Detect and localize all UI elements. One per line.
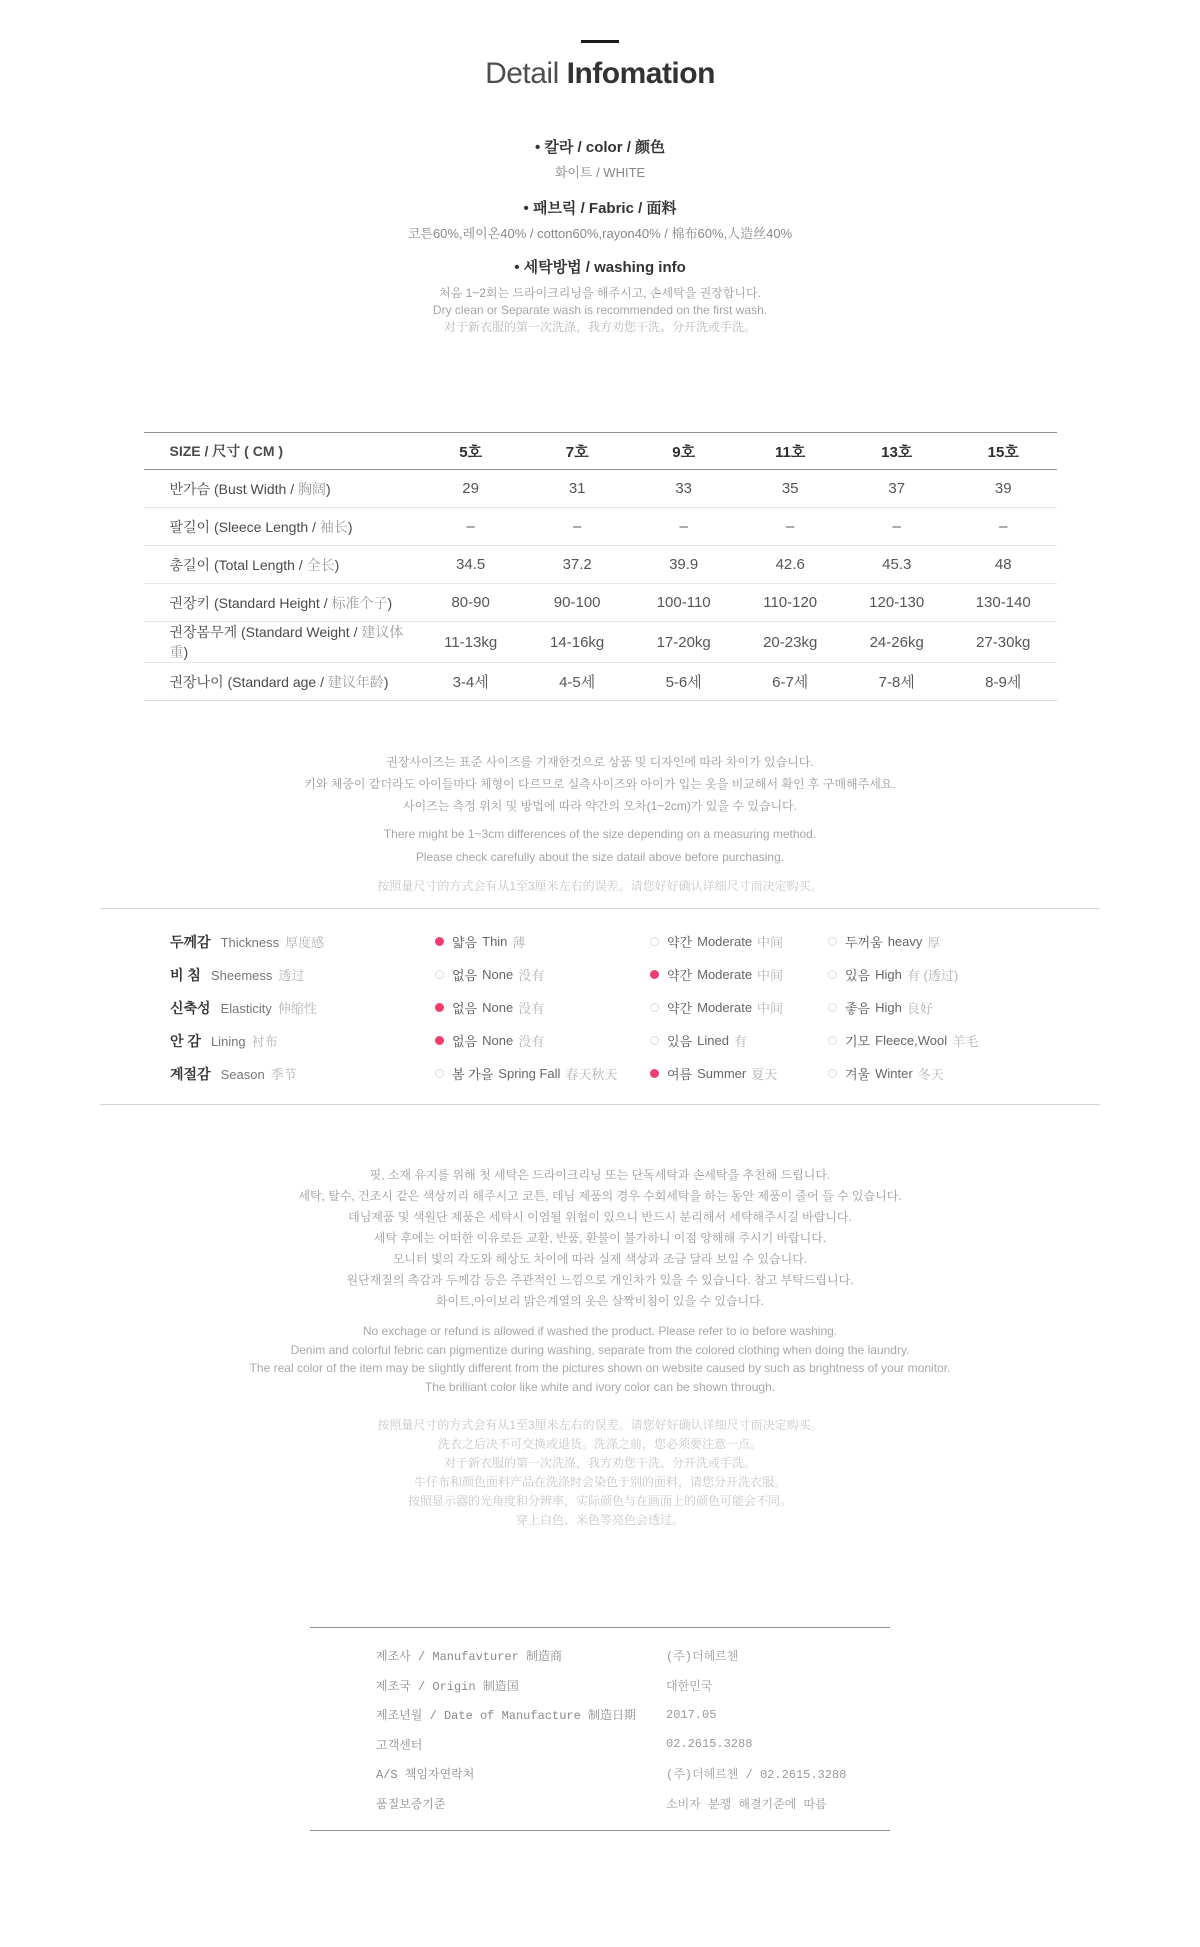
size-col-header: 9호: [630, 433, 737, 470]
size-note-ko: 키와 체중이 같더라도 아이들마다 체형이 다르므로 실측사이즈와 아이가 입는 옷을 비교해서 확인 후 구매해주세요.: [304, 777, 896, 791]
attr-option: 없음 None 没有: [435, 998, 650, 1017]
size-table-title-cell: SIZE / 尺寸 ( CM ): [144, 433, 418, 470]
washing-line-ko: 처음 1~2회는 드라이크리닝을 해주시고, 손세탁을 권장합니다.: [439, 286, 761, 300]
size-col-header: 11호: [737, 433, 844, 470]
manufacturer-value: (주)더헤르첸: [666, 1650, 739, 1665]
size-cell: –: [950, 508, 1057, 546]
size-row-label: 총길이 (Total Length / 全长): [144, 546, 418, 584]
care-line-cn: 对于新衣服的第一次洗涤，我方劝您干洗、分开洗或手洗。: [443, 1456, 756, 1470]
manufacturer-value: 소비자 분쟁 해결기준에 따름: [666, 1797, 827, 1812]
radio-dot-icon: [435, 970, 444, 979]
attr-label: 계절감 Season 季节: [170, 1065, 297, 1082]
radio-dot-icon: [435, 1036, 444, 1045]
page-title: [0, 56, 1200, 92]
size-cell: 31: [524, 470, 631, 508]
size-row-label: 반가슴 (Bust Width / 胸阔): [144, 470, 418, 508]
size-row-bust: [144, 470, 1057, 508]
attr-row-elasticity: [100, 991, 1100, 1024]
manufacturer-table: [310, 1627, 890, 1831]
size-cell: 29: [417, 470, 524, 508]
care-line-ko: 세탁, 탈수, 건조시 같은 색상끼리 해주시고 코튼, 데님 제품의 경우 수회세탁을 하는 동안 제품이 줄어 들 수 있습니다.: [298, 1189, 902, 1203]
manufacturer-label: 제조년월 / Date of Manufacture 制造日期: [376, 1709, 636, 1724]
care-line-cn: 洗衣之后决不可交换或退货。洗涤之前，您必须要注意一点。: [437, 1437, 762, 1451]
care-notes: [0, 1165, 1200, 1530]
size-cell: 130-140: [950, 584, 1057, 622]
radio-dot-icon: [650, 937, 659, 946]
fabric-section: [0, 197, 1200, 242]
attr-option: 약간 Moderate 中间: [650, 932, 828, 951]
title-accent-line: [581, 40, 619, 43]
care-line-ko: 모니터 빛의 각도와 해상도 차이에 따라 실제 색상과 조금 달라 보일 수 있습니다.: [392, 1252, 808, 1266]
size-col-header: 15호: [950, 433, 1057, 470]
attr-label: 안 감 Lining 衬布: [170, 1032, 278, 1049]
size-cell: 14-16kg: [524, 622, 631, 663]
care-line-ko: 핏, 소재 유지를 위해 첫 세탁은 드라이크리닝 또는 단독세탁과 손세탁을 추천해 드립니다.: [369, 1168, 831, 1182]
manufacturer-row: [310, 1730, 890, 1760]
size-cell: 48: [950, 546, 1057, 584]
care-line-ko: 원단재질의 촉감과 두께감 등은 주관적인 느낌으로 개인차가 있을 수 있습니다. 참고 부탁드립니다.: [346, 1273, 854, 1287]
size-cell: 120-130: [843, 584, 950, 622]
color-heading: • 칼라 / color / 颜色: [534, 139, 666, 156]
attr-row-lining: [100, 1024, 1100, 1057]
attr-option: 없음 None 没有: [435, 1031, 650, 1050]
size-cell: 11-13kg: [417, 622, 524, 663]
size-cell: 39.9: [630, 546, 737, 584]
size-note-cn: 按照量尺寸的方式会有从1至3厘米左右的误差。请您好好确认详细尺寸而决定购买。: [377, 879, 823, 893]
manufacturer-row: [310, 1759, 890, 1789]
care-line-en: No exchage or refund is allowed if washed the product. Please refer to io before washing.: [362, 1324, 838, 1338]
radio-dot-icon: [435, 1069, 444, 1078]
manufacturer-value: 02.2615.3288: [666, 1737, 753, 1752]
care-line-en: The brilliant color like white and ivory color can be shown through.: [424, 1379, 776, 1394]
size-cell: 7-8세: [843, 663, 950, 701]
size-cell: 20-23kg: [737, 622, 844, 663]
size-col-header: 13호: [843, 433, 950, 470]
size-table-header-row: [144, 433, 1057, 470]
manufacturer-label: 제조사 / Manufavturer 制造商: [376, 1650, 562, 1665]
attr-option: 기모 Fleece,Wool 羊毛: [828, 1031, 1100, 1050]
care-notes-ko: [0, 1165, 1200, 1312]
manufacturer-row: [310, 1641, 890, 1671]
fabric-heading: • 패브릭 / Fabric / 面料: [523, 200, 677, 217]
radio-dot-icon: [650, 1003, 659, 1012]
manufacturer-label: 제조국 / Origin 制造国: [376, 1679, 519, 1694]
size-cell: 39: [950, 470, 1057, 508]
attr-option: 약간 Moderate 中间: [650, 965, 828, 984]
care-line-ko: 화이트,아이보리 밝은계열의 옷은 살짝비침이 있을 수 있습니다.: [435, 1294, 765, 1308]
size-cell: 8-9세: [950, 663, 1057, 701]
care-line-en: The real color of the item may be slightly different from the pictures shown on website caused by such as brightness of your monitor.: [249, 1361, 951, 1375]
size-row-sleeve: [144, 508, 1057, 546]
care-line-cn: 穿上白色、米色等亮色会透过。: [515, 1513, 684, 1527]
attr-label: 신축성 Elasticity 伸缩性: [170, 999, 317, 1016]
care-notes-cn: [0, 1416, 1200, 1530]
radio-dot-icon: [435, 937, 444, 946]
size-row-height: [144, 584, 1057, 622]
manufacturer-label: 품질보증기준: [376, 1797, 446, 1812]
size-row-label: 권장키 (Standard Height / 标准个子): [144, 584, 418, 622]
size-cell: 4-5세: [524, 663, 631, 701]
fabric-value: 코튼60%,레이온40% / cotton60%,rayon40% / 棉布60%,人造丝40%: [407, 226, 793, 241]
attr-option: 있음 Lined 有: [650, 1031, 828, 1050]
attr-row-thickness: [100, 925, 1100, 958]
care-line-en: Denim and colorful febric can pigmentize during washing, separate from the colored clothing when doing the laundry.: [290, 1342, 910, 1357]
washing-heading: • 세탁방법 / washing info: [514, 259, 686, 276]
attr-row-season: [100, 1057, 1100, 1090]
washing-line-en: Dry clean or Separate wash is recommended on the first wash.: [432, 303, 768, 317]
attr-option: 두꺼움 heavy 厚: [828, 932, 1100, 951]
washing-lines: [0, 285, 1200, 336]
manufacturer-value: 대한민국: [666, 1679, 713, 1694]
care-line-cn: 按照显示器的光角度和分辨率，实际颜色与在画面上的颜色可能会不同。: [407, 1494, 792, 1508]
attr-option: 겨울 Winter 冬天: [828, 1064, 1100, 1083]
attr-option: 있음 High 有 (透过): [828, 965, 1100, 984]
washing-line-cn: 对于新衣服的第一次洗涤，我方劝您干洗、分开洗或手洗。: [443, 320, 756, 334]
attr-option: 약간 Moderate 中间: [650, 998, 828, 1017]
size-col-header: 5호: [417, 433, 524, 470]
size-cell: –: [737, 508, 844, 546]
size-notes: [0, 751, 1200, 895]
size-row-label: 권장몸무게 (Standard Weight / 建议体重): [144, 622, 418, 663]
size-cell: 33: [630, 470, 737, 508]
size-note-en: There might be 1~3cm differences of the size depending on a measuring method.: [383, 827, 817, 841]
page-title-light: Detail: [485, 57, 559, 90]
manufacturer-row: [310, 1789, 890, 1819]
care-line-cn: 按照量尺寸的方式会有从1至3厘米左右的误差。请您好好确认详细尺寸而决定购买。: [377, 1418, 823, 1432]
size-table: [144, 432, 1057, 701]
manufacturer-label: 고객센터: [376, 1738, 423, 1753]
size-row-label: 권장나이 (Standard age / 建议年龄): [144, 663, 418, 701]
care-line-ko: 세탁 후에는 어떠한 이유로든 교환, 반품, 환불이 불가하니 이점 양해해 주시기 바랍니다.: [373, 1231, 827, 1245]
page-title-bold: Infomation: [566, 57, 715, 90]
size-cell: 27-30kg: [950, 622, 1057, 663]
manufacturer-row: [310, 1671, 890, 1701]
size-cell: 5-6세: [630, 663, 737, 701]
radio-dot-icon: [828, 1036, 837, 1045]
attr-option: 없음 None 没有: [435, 965, 650, 984]
care-line-cn: 牛仔布和颜色面料产品在洗涤时会染色于别的面料，请您分开洗衣服。: [413, 1475, 786, 1489]
size-cell: 42.6: [737, 546, 844, 584]
size-cell: –: [524, 508, 631, 546]
size-note-en-group: [0, 823, 1200, 869]
size-row-total-length: [144, 546, 1057, 584]
size-row-age: [144, 663, 1057, 701]
bottom-whitespace: [0, 1831, 1200, 1936]
manufacturer-label: A/S 책임자연락처: [376, 1768, 475, 1783]
attr-option: 좋음 High 良好: [828, 998, 1100, 1017]
manufacturer-value: (주)더헤르첸 / 02.2615.3288: [666, 1768, 847, 1783]
product-attributes: [100, 908, 1100, 1105]
size-cell: 37: [843, 470, 950, 508]
size-cell: 6-7세: [737, 663, 844, 701]
size-cell: –: [417, 508, 524, 546]
radio-dot-icon: [828, 1069, 837, 1078]
radio-dot-icon: [828, 970, 837, 979]
care-line-ko: 데님제품 및 색원단 제품은 세탁시 이염될 위험이 있으니 반드시 분리해서 세탁해주시길 바랍니다.: [348, 1210, 852, 1224]
size-cell: 90-100: [524, 584, 631, 622]
size-cell: 80-90: [417, 584, 524, 622]
size-cell: 37.2: [524, 546, 631, 584]
size-cell: –: [630, 508, 737, 546]
washing-section: [0, 256, 1200, 336]
size-cell: 35: [737, 470, 844, 508]
size-cell: 100-110: [630, 584, 737, 622]
size-note-ko: 권장사이즈는 표준 사이즈를 기재한것으로 상품 및 디자인에 따라 차이가 있습니다.: [386, 755, 814, 769]
size-note-en: Please check carefully about the size datail above before purchasing.: [415, 850, 785, 864]
size-cell: 17-20kg: [630, 622, 737, 663]
manufacturer-row: [310, 1700, 890, 1730]
size-row-weight: [144, 622, 1057, 663]
size-cell: 24-26kg: [843, 622, 950, 663]
size-cell: 3-4세: [417, 663, 524, 701]
radio-dot-icon: [435, 1003, 444, 1012]
size-cell: –: [843, 508, 950, 546]
size-row-label: 팔길이 (Sleece Length / 袖长): [144, 508, 418, 546]
care-notes-en: [0, 1322, 1200, 1396]
attr-option: 얇음 Thin 薄: [435, 932, 650, 951]
radio-dot-icon: [650, 1036, 659, 1045]
radio-dot-icon: [650, 1069, 659, 1078]
size-cell: 34.5: [417, 546, 524, 584]
color-section: [0, 136, 1200, 181]
attr-option: 여름 Summer 夏天: [650, 1064, 828, 1083]
attr-row-sheerness: [100, 958, 1100, 991]
size-col-header: 7호: [524, 433, 631, 470]
color-value: 화이트 / WHITE: [554, 165, 646, 180]
size-note-ko: 사이즈는 측정 위치 및 방법에 따라 약간의 오차(1~2cm)가 있을 수 있습니다.: [402, 799, 797, 813]
size-cell: 45.3: [843, 546, 950, 584]
attr-option: 봄 가을 Spring Fall 春天秋天: [435, 1064, 650, 1083]
radio-dot-icon: [650, 970, 659, 979]
attr-label: 비 침 Sheemess 透过: [170, 966, 305, 983]
radio-dot-icon: [828, 937, 837, 946]
attr-label: 두께감 Thickness 厚度感: [170, 933, 325, 950]
manufacturer-value: 2017.05: [666, 1707, 717, 1722]
radio-dot-icon: [828, 1003, 837, 1012]
size-cell: 110-120: [737, 584, 844, 622]
